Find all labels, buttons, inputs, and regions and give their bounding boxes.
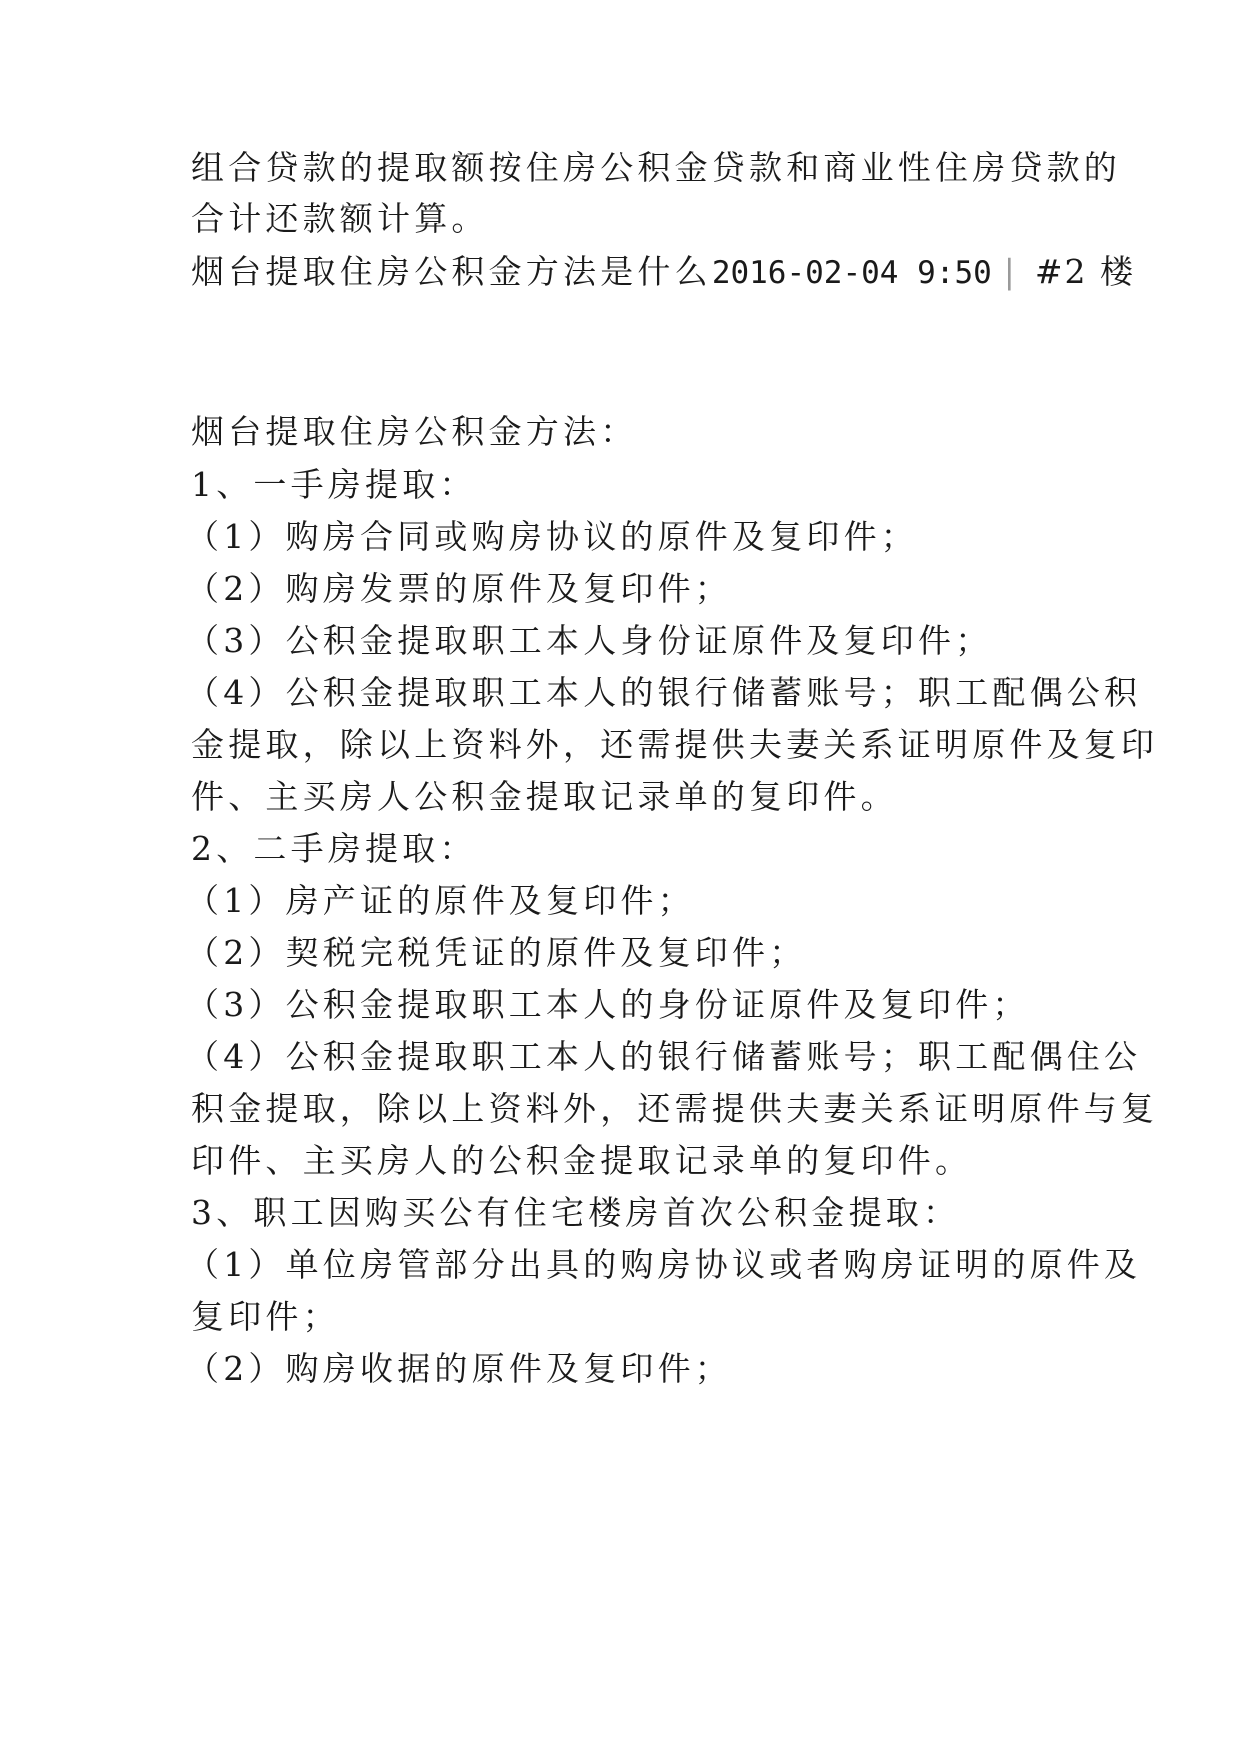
section-title: 2、二手房提取：: [191, 829, 477, 868]
list-item: （3）公积金提取职工本人的身份证原件及复印件；: [186, 985, 1030, 1024]
list-item: （2）购房发票的原件及复印件；: [186, 569, 732, 608]
list-item: （2）契税完税凭证的原件及复印件；: [186, 933, 807, 972]
paragraph-line: 组合贷款的提取额按住房公积金贷款和商业性住房贷款的: [191, 148, 1121, 187]
list-item: （1）单位房管部分出具的购房协议或者购房证明的原件及: [186, 1245, 1142, 1284]
list-item-continuation: 复印件；: [191, 1297, 340, 1336]
list-item: （3）公积金提取职工本人身份证原件及复印件；: [186, 621, 993, 660]
list-item-continuation: 积金提取，除以上资料外，还需提供夫妻关系证明原件与复: [191, 1089, 1159, 1128]
post-datetime: 2016-02-04 9:50: [711, 255, 992, 291]
post-floor-number: #2 楼: [1034, 252, 1136, 291]
post-separator: |: [1003, 252, 1017, 291]
post-title: 烟台提取住房公积金方法是什么: [191, 252, 712, 291]
post-meta-line: [191, 252, 1136, 293]
list-item: （1）房产证的原件及复印件；: [186, 881, 695, 920]
list-item-continuation: 金提取，除以上资料外，还需提供夫妻关系证明原件及复印: [191, 725, 1159, 764]
section-title: 1、一手房提取：: [191, 465, 477, 504]
list-item: （4）公积金提取职工本人的银行储蓄账号；职工配偶住公: [186, 1037, 1142, 1076]
list-item: （4）公积金提取职工本人的银行储蓄账号；职工配偶公积: [186, 673, 1142, 712]
list-item-continuation: 件、主买房人公积金提取记录单的复印件。: [191, 777, 898, 816]
list-item-continuation: 印件、主买房人的公积金提取记录单的复印件。: [191, 1141, 973, 1180]
list-item: （2）购房收据的原件及复印件；: [186, 1349, 732, 1388]
paragraph-line: 合计还款额计算。: [191, 199, 489, 238]
section-title: 3、职工因购买公有住宅楼房首次公积金提取：: [191, 1193, 961, 1232]
section-heading: 烟台提取住房公积金方法：: [191, 412, 638, 451]
list-item: （1）购房合同或购房协议的原件及复印件；: [186, 517, 918, 556]
